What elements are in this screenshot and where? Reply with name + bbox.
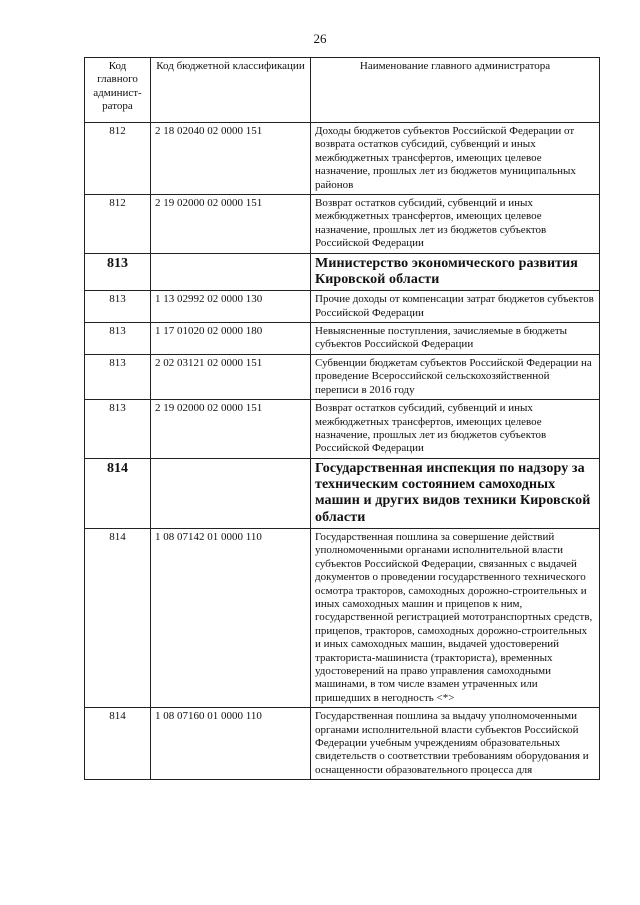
row-budget-code: 1 08 07160 01 0000 110	[151, 708, 311, 780]
row-admin-code: 812	[85, 195, 151, 254]
table-row	[85, 528, 600, 707]
header-admin-code: Код главного админист-ратора	[85, 58, 151, 123]
table-row	[85, 354, 600, 399]
row-budget-code: 2 19 02000 02 0000 151	[151, 195, 311, 254]
row-admin-code: 814	[85, 528, 151, 707]
row-budget-code: 2 18 02040 02 0000 151	[151, 123, 311, 195]
section-admin-code: 814	[85, 458, 151, 528]
page-number: 26	[313, 31, 327, 46]
row-admin-name: Государственная пошлина за выдачу уполномоченными органами исполнительной власти субъектов Российской Федерации учебным учреждениям образовательных свидетельств о соответствии требованиям оборудования и оснащенности образовательного процесса для	[311, 708, 600, 780]
administrators-table	[84, 57, 600, 780]
table-row-section	[85, 458, 600, 528]
row-budget-code: 1 08 07142 01 0000 110	[151, 528, 311, 707]
row-budget-code: 1 17 01020 02 0000 180	[151, 323, 311, 355]
header-budget-code: Код бюджетной классификации	[151, 58, 311, 123]
table-row	[85, 400, 600, 459]
row-admin-code: 813	[85, 354, 151, 399]
row-budget-code: 2 02 03121 02 0000 151	[151, 354, 311, 399]
row-admin-name: Невыясненные поступления, зачисляемые в бюджеты субъектов Российской Федерации	[311, 323, 600, 355]
section-admin-code: 813	[85, 253, 151, 291]
row-budget-code: 2 19 02000 02 0000 151	[151, 400, 311, 459]
row-admin-name: Государственная пошлина за совершение действий уполномоченными органами исполнительной власти субъектов Российской Федерации, связанных с выдачей документов о проведении государственного технического осмотра тракторов, самоходных дорожно-строительных и иных самоходных машин и прицепов к ним, государственной регистрацией мототранспортных средств, прицепов, тракторов, самоходных дорожно-строительных и иных самоходных машин, выдачей удостоверений тракториста-машиниста (тракториста), временных удостоверений на право управления самоходными машинами, в том числе взамен утраченных или пришедших в негодность <*>	[311, 528, 600, 707]
table-row	[85, 708, 600, 780]
header-admin-name: Наименование главного администратора	[311, 58, 600, 123]
section-budget-code	[151, 253, 311, 291]
row-admin-code: 812	[85, 123, 151, 195]
section-budget-code	[151, 458, 311, 528]
row-budget-code: 1 13 02992 02 0000 130	[151, 291, 311, 323]
table-row	[85, 195, 600, 254]
row-admin-name: Прочие доходы от компенсации затрат бюджетов субъектов Российской Федерации	[311, 291, 600, 323]
table-row	[85, 123, 600, 195]
section-admin-name: Государственная инспекция по надзору за техническим состоянием самоходных машин и других видов техники Кировской области	[311, 458, 600, 528]
table-row	[85, 291, 600, 323]
row-admin-name: Возврат остатков субсидий, субвенций и иных межбюджетных трансфертов, имеющих целевое назначение, прошлых лет из бюджетов субъектов Российской Федерации	[311, 195, 600, 254]
row-admin-code: 813	[85, 291, 151, 323]
row-admin-name: Субвенции бюджетам субъектов Российской Федерации на проведение Всероссийской сельскохозяйственной переписи в 2016 году	[311, 354, 600, 399]
table-header-row	[85, 58, 600, 123]
row-admin-name: Возврат остатков субсидий, субвенций и иных межбюджетных трансфертов, имеющих целевое назначение, прошлых лет из бюджетов субъектов Российской Федерации	[311, 400, 600, 459]
table-body	[85, 123, 600, 780]
row-admin-code: 814	[85, 708, 151, 780]
row-admin-code: 813	[85, 323, 151, 355]
table-row	[85, 323, 600, 355]
table-row-section	[85, 253, 600, 291]
row-admin-code: 813	[85, 400, 151, 459]
section-admin-name: Министерство экономического развития Кировской области	[311, 253, 600, 291]
row-admin-name: Доходы бюджетов субъектов Российской Федерации от возврата остатков субсидий, субвенций и иных межбюджетных трансфертов, имеющих целевое назначение, прошлых лет из бюджетов муниципальных районов	[311, 123, 600, 195]
